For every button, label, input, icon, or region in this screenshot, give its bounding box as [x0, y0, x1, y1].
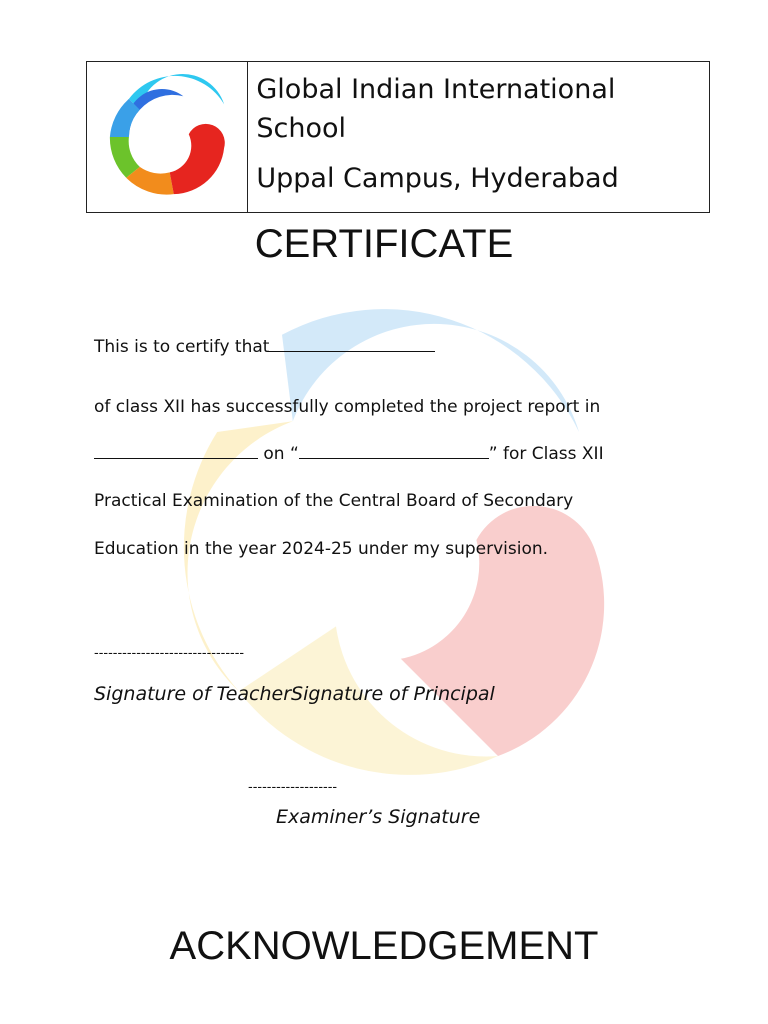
header-box [86, 61, 710, 213]
for-class-text: ” for Class XII [488, 444, 604, 464]
acknowledgement-title: ACKNOWLEDGEMENT [169, 924, 599, 968]
logo-cell [87, 62, 248, 212]
student-name-blank [269, 336, 435, 352]
certificate-title: CERTIFICATE [254, 222, 514, 266]
on-text: on “ [258, 444, 299, 464]
certify-line-2: of class XII has successfully completed the project report in [94, 397, 601, 417]
certify-line-5: Education in the year 2024-25 under my supervision. [94, 539, 549, 559]
certify-line-4: Practical Examination of the Central Board of Secondary [94, 491, 574, 511]
examiner-signature-line: ------------------- [248, 780, 338, 795]
certify-line-1 [94, 336, 435, 358]
campus-name: Uppal Campus, Hyderabad [256, 163, 619, 194]
school-name: Global Indian International School [256, 74, 616, 144]
school-logo-icon [99, 69, 235, 205]
teacher-signature-line: -------------------------------- [94, 646, 245, 661]
examiner-signature-label: Examiner’s Signature [276, 806, 481, 828]
certify-line-3 [94, 443, 604, 465]
project-title-blank [299, 443, 489, 459]
subject-blank [94, 443, 258, 459]
school-name-cell [248, 62, 709, 212]
teacher-principal-signature-label: Signature of TeacherSignature of Principal [94, 683, 495, 705]
certify-text: This is to certify that [94, 337, 270, 357]
